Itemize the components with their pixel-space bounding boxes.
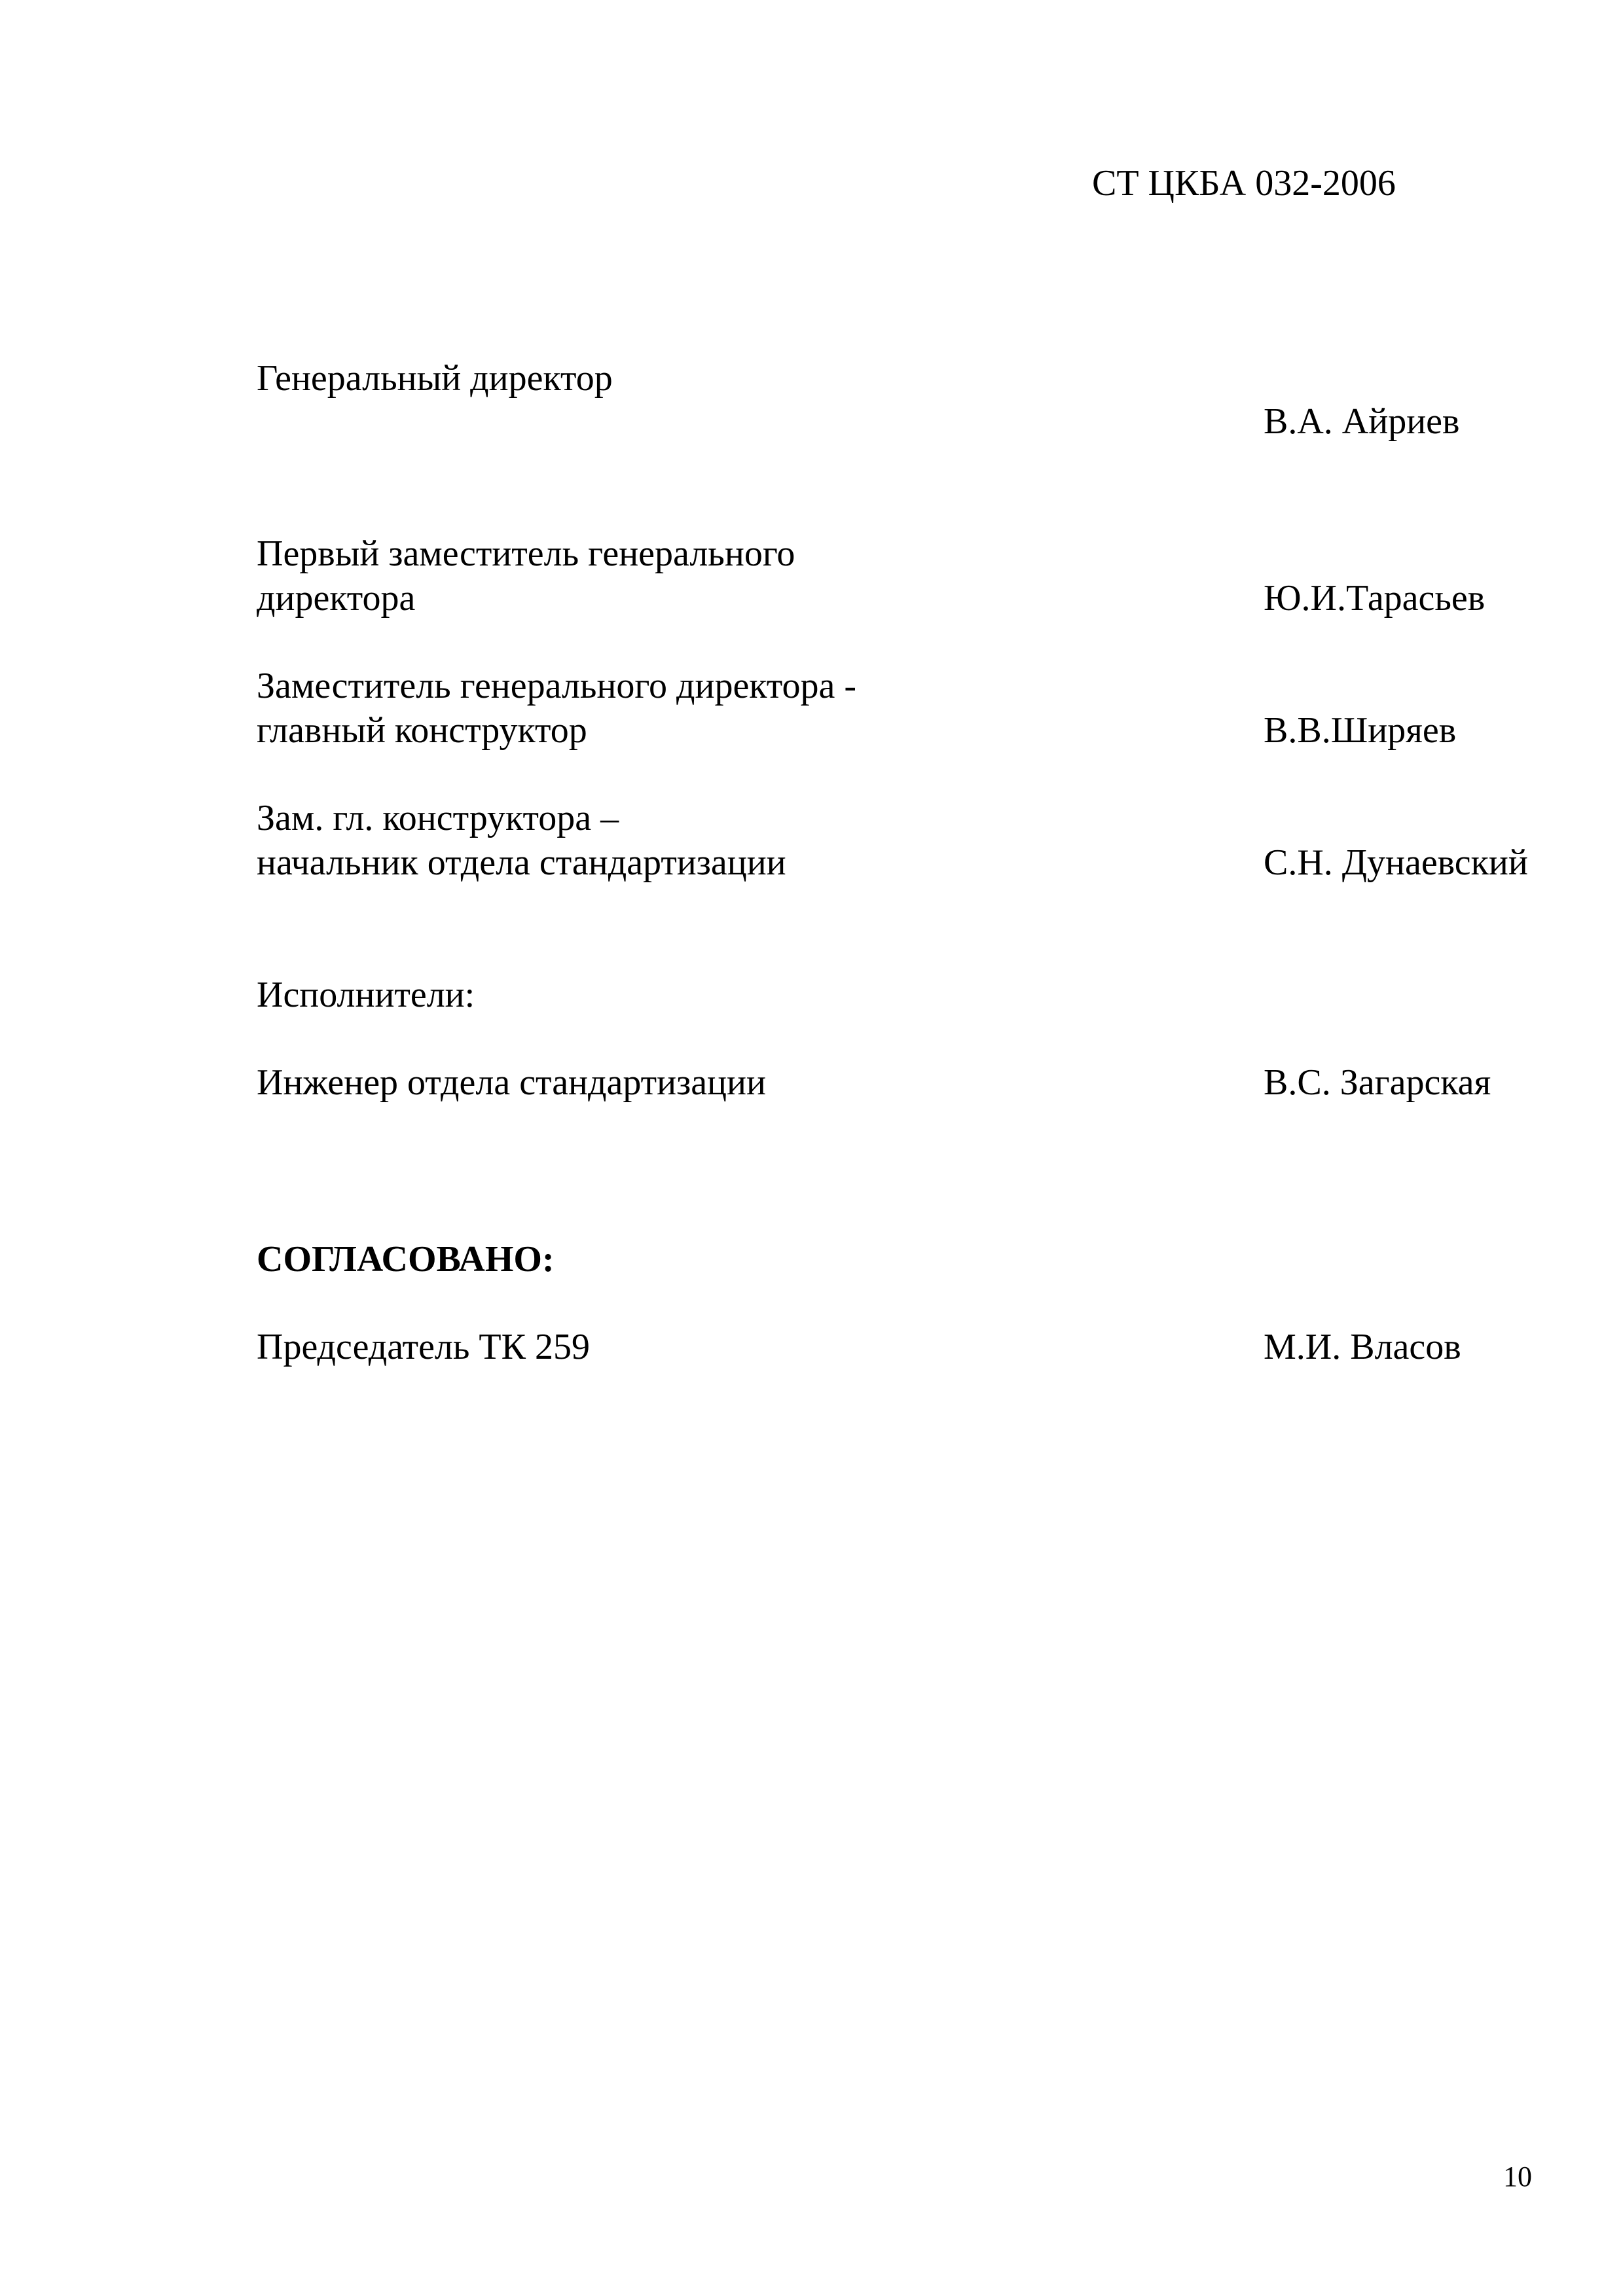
performer-name: В.С. Загарская	[1264, 1062, 1491, 1103]
performers-heading: Исполнители:	[257, 975, 475, 1015]
signatory-title-deputy-chief-designer-line1: Заместитель генерального директора -	[257, 666, 857, 706]
signatory-name-deputy-chief-designer: В.В.Ширяев	[1264, 710, 1457, 751]
signatory-title-first-deputy-line1: Первый заместитель генерального	[257, 533, 795, 574]
agreed-heading: СОГЛАСОВАНО:	[257, 1239, 555, 1280]
signatory-title-standardization-head-line1: Зам. гл. конструктора –	[257, 798, 619, 838]
performer-title: Инженер отдела стандартизации	[257, 1062, 766, 1103]
page-number: 10	[1503, 2161, 1532, 2193]
agreed-title: Председатель ТК 259	[257, 1327, 590, 1367]
signatory-title-standardization-head-line2: начальник отдела стандартизации	[257, 842, 786, 883]
signatory-title-deputy-chief-designer-line2: главный конструктор	[257, 710, 587, 751]
document-code: СТ ЦКБА 032-2006	[1092, 163, 1396, 204]
signatory-name-general-director: В.А. Айриев	[1264, 401, 1460, 442]
signatory-title-first-deputy-line2: директора	[257, 578, 416, 619]
agreed-name: М.И. Власов	[1264, 1327, 1461, 1367]
signatory-name-first-deputy: Ю.И.Тарасьев	[1264, 578, 1486, 619]
signatory-title-general-director: Генеральный директор	[257, 358, 613, 399]
signatory-name-standardization-head: С.Н. Дунаевский	[1264, 842, 1528, 883]
